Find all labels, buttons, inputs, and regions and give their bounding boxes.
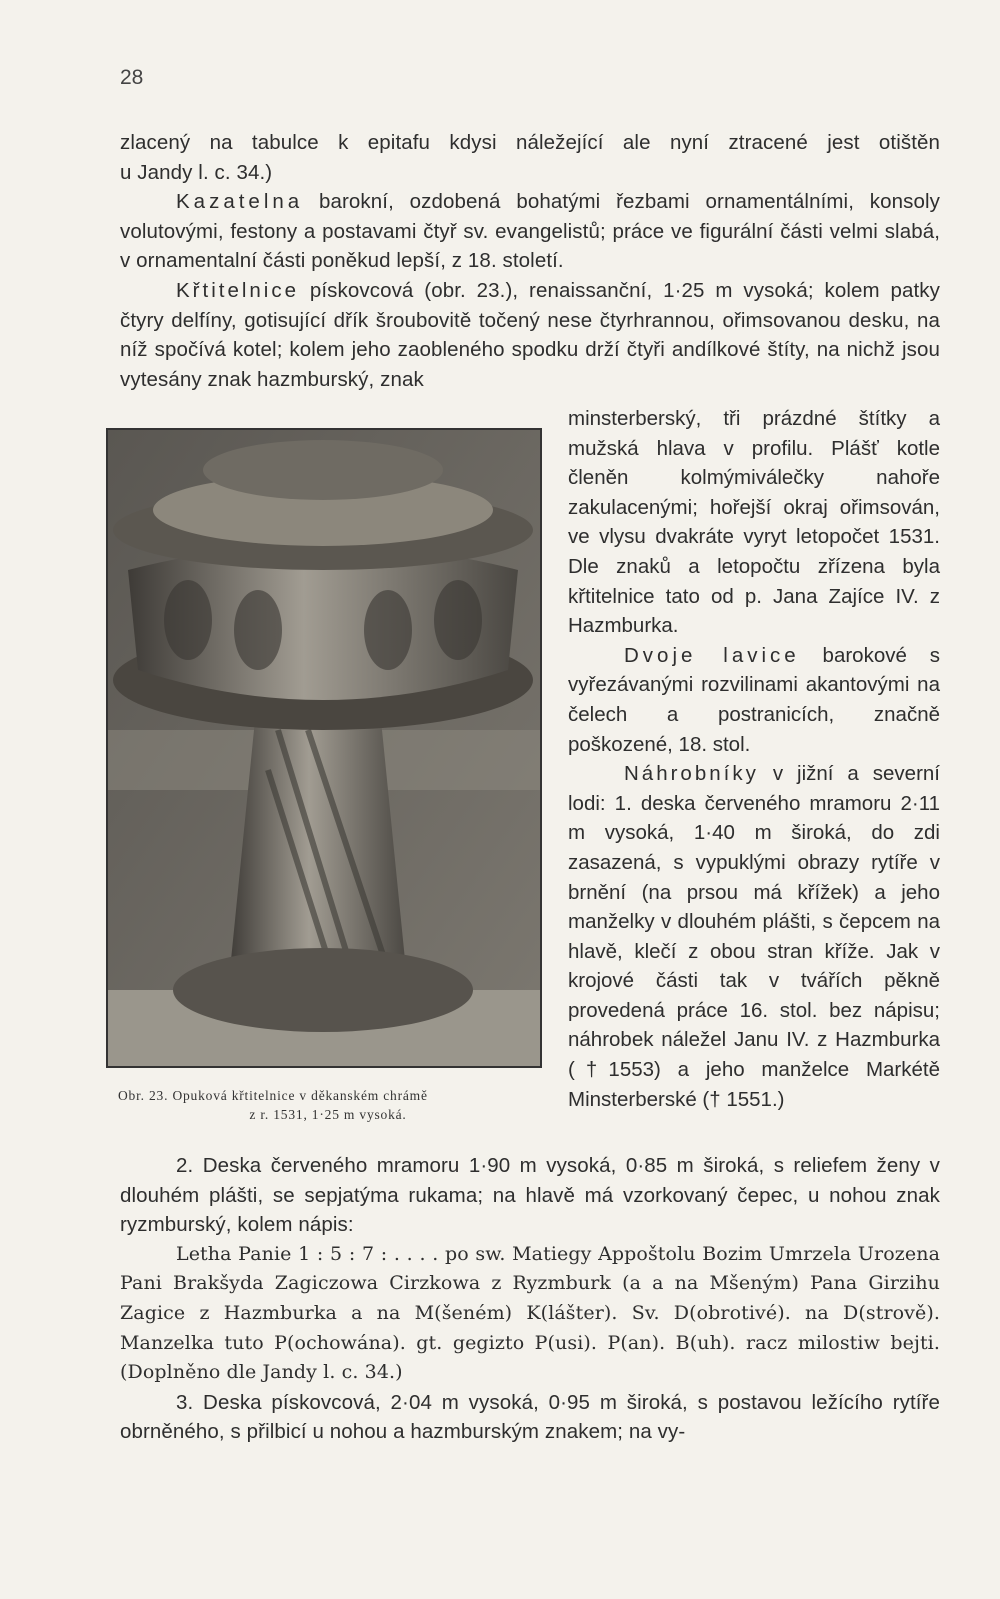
paragraph-2: 2. Deska červeného mramoru 1·90 m vysoká, 0·85 m široká, s reliefem ženy v dlouhém plášti, se sepjatýma rukama; na hlavě má vzorkovaný čepec, u nohou znak ryzmburský, kolem nápis:	[120, 1154, 940, 1237]
text-line: u Jandy l. c. 34.)	[120, 160, 273, 184]
text-line: zlacený na tabulce k epitafu kdysi náležející ale nyní ztracené jest otištěn	[120, 131, 940, 154]
text-bottom	[120, 1151, 940, 1447]
right-column	[568, 404, 940, 1114]
paragraph-kazatelna	[120, 187, 940, 276]
page-number: 28	[120, 66, 144, 89]
text-top	[120, 128, 940, 394]
nahrobniky-text: v jižní a severní lodi: 1. deska červeného mramoru 2·11 m vysoká, 1·40 m široká, do zdi zasazená, s vypuklými obrazy rytíře v brnění (na prsou má křížek) a jeho manželky v dlouhém plášti, s čepcem na hlavě, klečí z obou stran kříže. Jak v krojové části tak v tvářích pěkně provedená práce 16. stol. bez nápisu; náhrobek náležel Janu IV. z Hazmburka (†1553) a jeho manželce Markétě Minsterberské († 1551.)	[568, 762, 941, 1111]
paragraph-3: 3. Deska pískovcová, 2·04 m vysoká, 0·95 m široká, s postavou ležícího rytíře obrněného, s přilbicí u nohou a hazmburským znakem; na vy-	[120, 1390, 940, 1444]
heading-krtitelnice: Křtitelnice	[176, 278, 300, 302]
font-photo	[106, 428, 542, 1068]
paragraph-dvoje-lavice	[568, 641, 940, 759]
figure-caption	[118, 1086, 538, 1124]
paragraph-nahrobniky	[568, 759, 940, 1114]
heading-dvoje-lavice: Dvoje lavice	[624, 643, 800, 667]
heading-nahrobniky: Náhrobníky	[624, 762, 759, 786]
kazatelna-text: barokní, ozdobená bohatými řezbami ornamentálními, konsoly volutovými, festony a postavami čtyř sv. evangelistů; práce ve figurální části velmi slabá, v ornamentalní části poněkud lepší, z 18. století.	[120, 190, 941, 273]
caption-line: Obr. 23. Opuková křtitelnice v děkanském chrámě	[118, 1088, 428, 1103]
paragraph-krtitelnice	[120, 276, 940, 394]
right-column-text-1: minsterberský, tři prázdné štítky a mužská hlava v profilu. Plášť kotle členěn kolmýmiválečky nahoře zakulacenými; hořejší okraj ořimsován, ve vlysu dvakráte vyryt letopočet 1531. Dle znaků a letopočtu zřízena byla křtitelnice tato od p. Jana Zajíce IV. z Hazmburka.	[568, 407, 940, 638]
heading-kazatelna: Kazatelna	[176, 190, 304, 214]
dvoje-lavice-text: barokové s vyřezávanými rozvilinami akantovými na čelech a postranicích, značně poškozené, 18. stol.	[568, 643, 940, 756]
caption-line: z r. 1531, 1·25 m vysoká.	[249, 1107, 407, 1122]
inscription: Letha Panie 1 : 5 : 7 : . . . . po sw. Matiegy Appoštolu Bozim Umrzela Urozena Pani Brakšyda Zagiczowa Cirzkowa z Ryzmburk (a a na Mšeným) Pana Girzihu Zagice z Hazmburka a na M(šeném) K(lášter). Sv. D(obrotivé). na D(strově). Manzelka tuto P(ochowána). gt. gegizto P(usi). P(an). B(uh). racz milostiw bejti. (Doplněno dle Jandy l. c. 34.)	[120, 1242, 940, 1384]
baptismal-font-image	[108, 430, 540, 1066]
krtitelnice-text: pískovcová (obr. 23.), renaissanční, 1·25 m vysoká; kolem patky čtyry delfíny, gotisující dřík šroubovitě točený nese čtyrhrannou, ořimsovanou desku, na níž spočívá kotel; kolem jeho zaobleného spodku drží čtyři andílkové štíty, na nichž jsou vytesány znak hazmburský, znak	[120, 278, 941, 391]
